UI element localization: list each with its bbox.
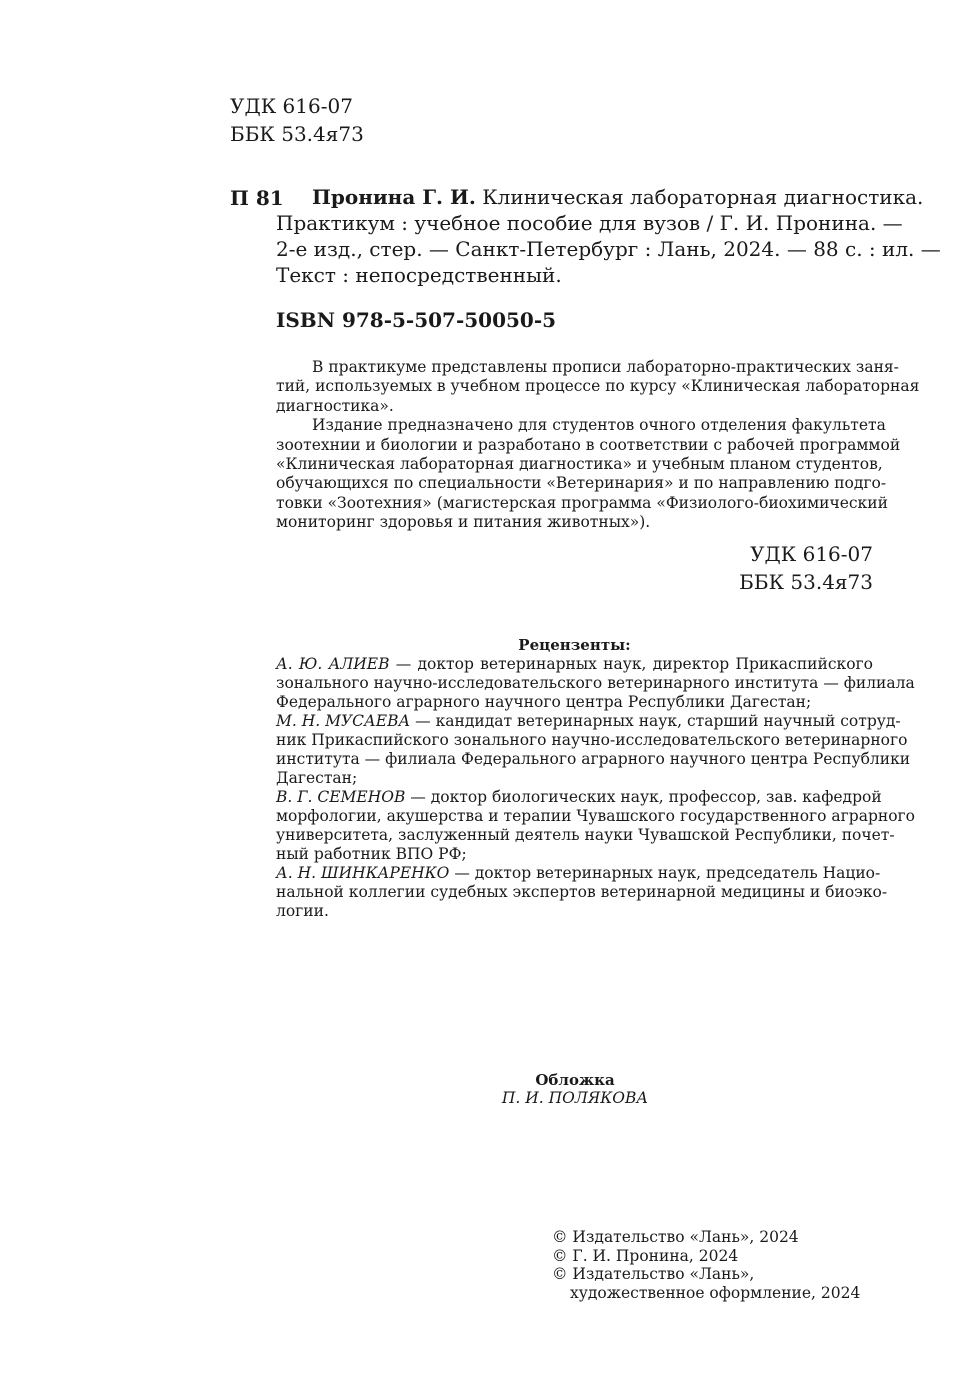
title-fragment: Клиническая лабораторная диагностика.	[475, 185, 924, 209]
reviewer-line: нальной коллегии судебных экспертов ветеринарной медицины и биоэко-	[276, 883, 888, 901]
reviewer-text: — доктор биологических наук, профессор, зав. кафедрой	[405, 788, 882, 806]
biblio-line-4: Текст : непосредственный.	[276, 263, 562, 287]
annotation-line: тий, используемых в учебном процессе по курсу «Клиническая лабораторная	[276, 377, 920, 396]
reviewer-name: А. Ю. АЛИЕВ	[276, 655, 390, 673]
reviewer-line: Дагестан;	[276, 769, 358, 787]
copyright-block	[552, 1228, 860, 1302]
reviewer-line: Федерального аграрного научного центра Республики Дагестан;	[276, 693, 812, 711]
bibliographic-description	[276, 184, 941, 288]
reviewer-text: — доктор ветеринарных наук, председатель Нацио-	[449, 864, 881, 882]
reviewer-line: зонального научно-исследовательского ветеринарного института — филиала	[276, 674, 915, 692]
reviewers-title: Рецензенты:	[518, 636, 631, 654]
annotation-line: Издание предназначено для студентов очного отделения факультета	[312, 416, 886, 435]
reviewer-line: ник Прикаспийского зонального научно-исследовательского ветеринарного	[276, 731, 908, 749]
reviewer-line: ный работник ВПО РФ;	[276, 845, 467, 863]
annotation	[276, 358, 920, 533]
reviewer-line	[276, 712, 901, 731]
author-name: Пронина Г. И.	[312, 185, 476, 209]
reviewer-line: университета, заслуженный деятель науки Чувашской Республики, почет-	[276, 826, 895, 844]
biblio-line-3: 2-е изд., стер. — Санкт-Петербург : Лань, 2024. — 88 с. : ил. —	[276, 237, 941, 261]
biblio-line-2: Практикум : учебное пособие для вузов / Г. И. Пронина. —	[276, 211, 903, 235]
reviewer-line	[276, 655, 873, 674]
udk-code-bottom: УДК 616-07	[750, 542, 873, 566]
annotation-line: товки «Зоотехния» (магистерская программа «Физиолого-биохимический	[276, 493, 888, 512]
reviewer-text: — кандидат ветеринарных наук, старший научный сотруд-	[410, 712, 901, 730]
udk-code-top: УДК 616-07	[230, 94, 353, 118]
copyright-line: художественное оформление, 2024	[570, 1283, 861, 1302]
copyright-line: © Г. И. Пронина, 2024	[552, 1246, 739, 1265]
annotation-line: В практикуме представлены прописи лабораторно-практических заня-	[312, 358, 899, 376]
isbn: ISBN 978-5-507-50050-5	[276, 308, 557, 332]
annotation-line: зоотехнии и биологии и разработано в соответствии с рабочей программой	[276, 435, 901, 454]
annotation-line: мониторинг здоровья и питания животных»).	[276, 513, 651, 532]
biblio-line-1	[276, 184, 924, 210]
annotation-line: обучающихся по специальности «Ветеринария» и по направлению подго-	[276, 474, 887, 493]
cover-label: Обложка	[535, 1071, 615, 1089]
bbk-code-top: ББК 53.4я73	[230, 122, 364, 146]
classification-top	[230, 92, 364, 148]
classification-bottom	[739, 540, 873, 596]
reviewer-line	[276, 864, 881, 883]
reviewer-line: логии.	[276, 902, 329, 920]
reviewer-name: М. Н. МУСАЕВА	[276, 712, 411, 730]
bbk-code-bottom: ББК 53.4я73	[739, 570, 873, 594]
annotation-line: «Клиническая лабораторная диагностика» и учебным планом студентов,	[276, 455, 883, 474]
reviewer-line: морфологии, акушерства и терапии Чувашского государственного аграрного	[276, 807, 915, 825]
reviewers-list	[276, 655, 915, 921]
copyright-line: © Издательство «Лань»,	[552, 1265, 755, 1283]
cover-designer: П. И. ПОЛЯКОВА	[501, 1089, 649, 1107]
reviewer-line: института — филиала Федерального аграрного научного центра Республики	[276, 750, 911, 768]
reviewer-text: — доктор ветеринарных наук, директор Прикаспийского	[389, 655, 873, 673]
annotation-line: диагностика».	[276, 396, 394, 415]
copyright-line: © Издательство «Лань», 2024	[552, 1228, 799, 1246]
reviewer-line	[276, 788, 882, 807]
cutter-number: П 81	[230, 186, 284, 210]
reviewer-name: В. Г. СЕМЕНОВ	[276, 788, 406, 806]
reviewer-name: А. Н. ШИНКАРЕНКО	[276, 864, 450, 882]
